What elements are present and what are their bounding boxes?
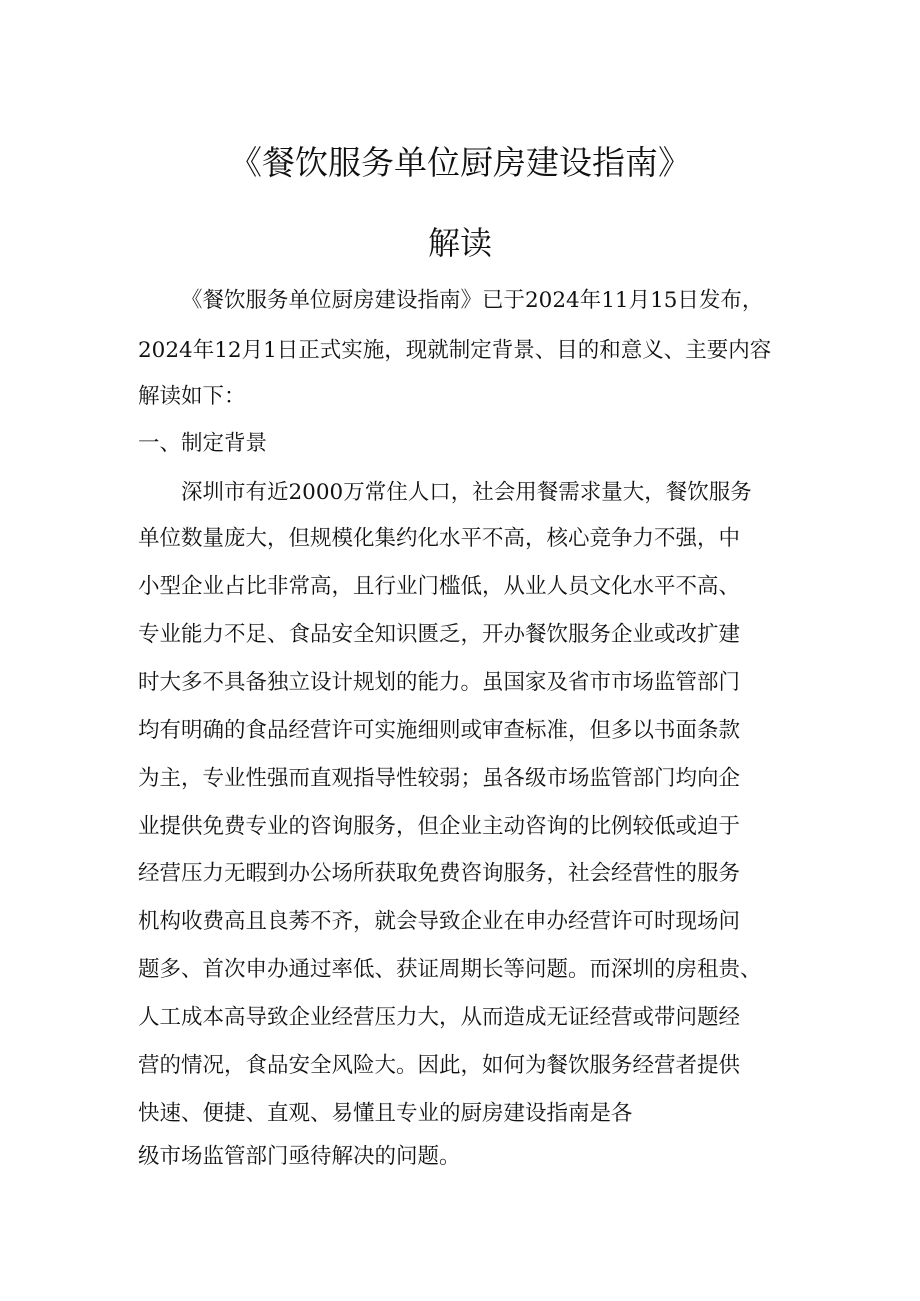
section1-line-4: 专业能力不足、食品安全知识匮乏，开办餐饮服务企业或改扩建 xyxy=(138,622,741,647)
intro-line-1: 《餐饮服务单位厨房建设指南》已于2024年11月15日发布， xyxy=(181,288,764,313)
section1-line-6: 均有明确的食品经营许可实施细则或审查标准，但多以书面条款 xyxy=(138,718,741,743)
document-subtitle: 解读 xyxy=(427,224,492,262)
section1-line-11: 题多、首次申办通过率低、获证周期长等问题。而深圳的房租贵、 xyxy=(138,957,762,982)
section1-line-3: 小型企业占比非常高，且行业门槛低，从业人员文化水平不高、 xyxy=(138,574,741,599)
intro-line-3: 解读如下： xyxy=(138,384,246,409)
section1-heading: 一、制定背景 xyxy=(138,431,268,456)
section1-line-13: 营的情况，食品安全风险大。因此，如何为餐饮服务经营者提供 xyxy=(138,1053,741,1078)
section1-line-14: 快速、便捷、直观、易懂且专业的厨房建设指南是各 xyxy=(138,1101,633,1126)
section1-line-2: 单位数量庞大，但规模化集约化水平不高，核心竞争力不强，中 xyxy=(138,526,741,551)
section1-line-8: 业提供免费专业的咨询服务，但企业主动咨询的比例较低或迫于 xyxy=(138,814,741,839)
section1-line-5: 时大多不具备独立设计规划的能力。虽国家及省市市场监管部门 xyxy=(138,670,741,695)
section1-line-15: 级市场监管部门亟待解决的问题。 xyxy=(138,1144,461,1169)
section1-line-7: 为主，专业性强而直观指导性较弱；虽各级市场监管部门均向企 xyxy=(138,766,741,791)
document-title: 《餐饮服务单位厨房建设指南》 xyxy=(229,143,691,182)
intro-line-2: 2024年12月1日正式实施，现就制定背景、目的和意义、主要内容 xyxy=(138,338,772,363)
section1-line-10: 机构收费高且良莠不齐，就会导致企业在申办经营许可时现场问 xyxy=(138,909,741,934)
section1-line-9: 经营压力无暇到办公场所获取免费咨询服务，社会经营性的服务 xyxy=(138,861,741,886)
section1-line-12: 人工成本高导致企业经营压力大，从而造成无证经营或带问题经 xyxy=(138,1005,741,1030)
section1-line-1: 深圳市有近2000万常住人口，社会用餐需求量大，餐饮服务 xyxy=(181,480,752,505)
